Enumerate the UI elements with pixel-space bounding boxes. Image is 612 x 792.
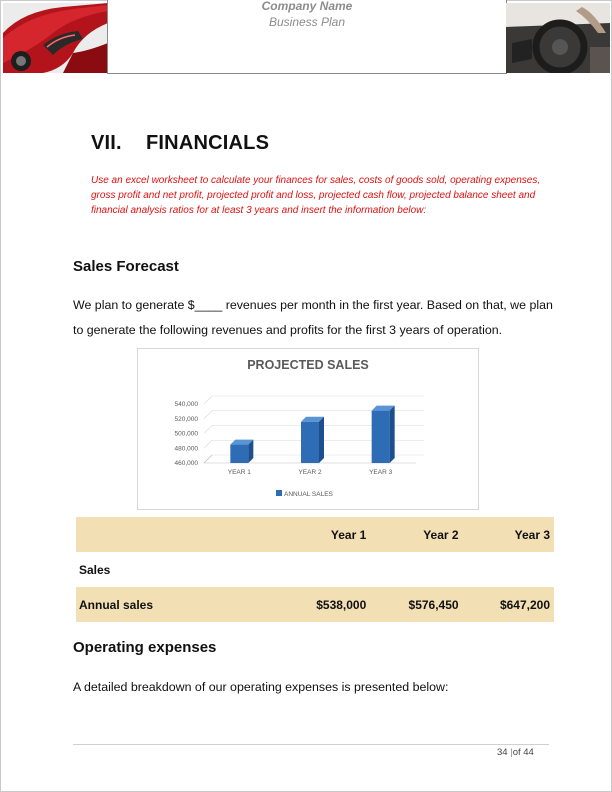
page-number: 34 |of 44	[497, 747, 534, 758]
section-title: FINANCIALS	[146, 132, 270, 154]
table-row	[76, 587, 554, 622]
y-tick-label: 460,000	[174, 460, 198, 467]
annual-sales-label: Annual sales	[76, 587, 268, 622]
y-tick-label: 500,000	[174, 430, 198, 438]
header-car-image-left	[3, 3, 108, 73]
floor-edge	[204, 455, 212, 463]
page-current: 34	[497, 747, 508, 758]
bar-front	[230, 445, 248, 463]
section-number: VII.	[91, 132, 122, 154]
table-header-row	[76, 517, 554, 552]
table-header-year3: Year 3	[464, 517, 554, 552]
annual-sales-year3: $647,200	[464, 587, 554, 622]
header-title-box	[107, 0, 507, 74]
table-header-year1: Year 1	[268, 517, 370, 552]
table-section-label: Sales	[79, 562, 111, 577]
operating-expenses-heading: Operating expenses	[73, 639, 217, 656]
chart-canvas	[138, 349, 478, 509]
bar-side	[390, 406, 395, 463]
gridline-depth	[204, 411, 212, 419]
header-car-interior-image-right	[506, 3, 610, 73]
x-tick-label: YEAR 1	[227, 469, 251, 476]
sales-forecast-heading: Sales Forecast	[73, 258, 179, 275]
projected-sales-chart	[137, 348, 479, 510]
table-header-year2: Year 2	[370, 517, 463, 552]
section-heading	[91, 132, 269, 155]
annual-sales-year2: $576,450	[370, 587, 463, 622]
instruction-note: Use an excel worksheet to calculate your finances for sales, costs of goods sold, operating expenses, gross profit and net profit, projected profit and loss, projected cash flow, projected balance sheet and financial analysis ratios for at least 3 years and insert the information below:	[91, 175, 541, 216]
footer-divider	[73, 744, 549, 745]
operating-expenses-paragraph: A detailed breakdown of our operating expenses is presented below:	[73, 680, 449, 694]
bar	[230, 440, 253, 463]
bar	[372, 406, 395, 463]
page-total: of 44	[512, 747, 534, 758]
y-tick-label: 480,000	[174, 445, 198, 453]
legend-label: ANNUAL SALES	[284, 491, 333, 498]
y-tick-label: 540,000	[174, 401, 198, 408]
bar-side	[319, 417, 324, 463]
legend-swatch	[276, 490, 282, 496]
gridline-depth	[204, 426, 212, 434]
y-tick-label: 520,000	[174, 415, 198, 423]
company-name: Company Name	[261, 0, 353, 13]
x-tick-label: YEAR 2	[298, 469, 322, 476]
annual-sales-year1: $538,000	[268, 587, 370, 622]
bar	[301, 417, 324, 463]
gridline-depth	[204, 396, 212, 404]
table-section-row	[76, 552, 554, 587]
gridline-depth	[204, 440, 212, 448]
bar-front	[301, 422, 319, 463]
x-tick-label: YEAR 3	[369, 469, 393, 476]
bar-front	[372, 411, 390, 463]
sales-table	[76, 517, 554, 622]
page-header	[0, 0, 612, 75]
sales-forecast-paragraph: We plan to generate $____ revenues per month in the first year. Based on that, we plan to generate the following revenues and profits for the first 3 years of operation.	[73, 298, 553, 337]
document-subtitle: Business Plan	[268, 15, 346, 29]
table-header-empty	[76, 517, 268, 552]
chart-title: PROJECTED SALES	[247, 358, 369, 372]
